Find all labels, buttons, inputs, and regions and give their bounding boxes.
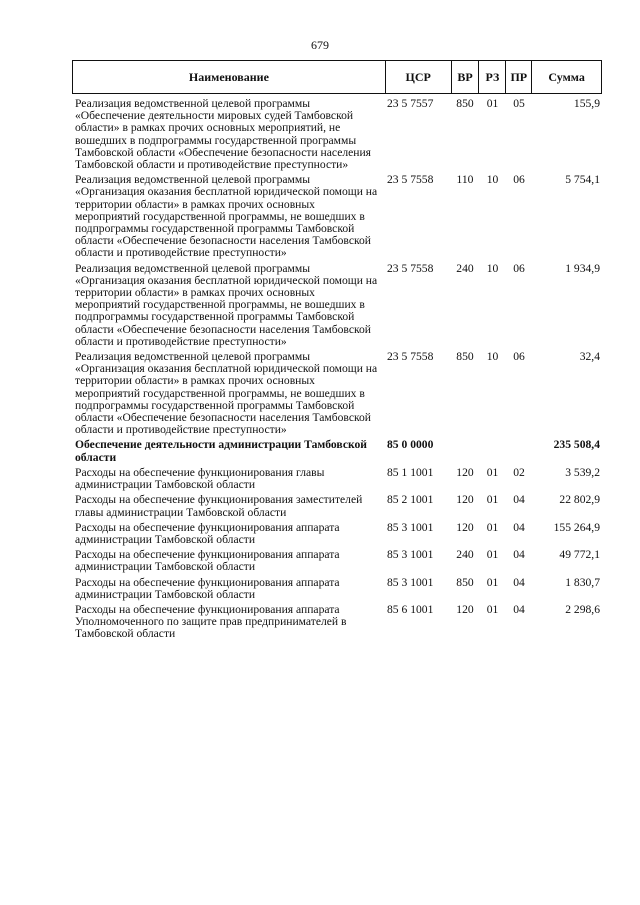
row-rz: 01 [486,575,499,589]
row-sum: 3 539,2 [565,465,600,479]
row-name: Расходы на обеспечение функционирования аппарата Уполномоченного по защите прав предпринимателей в Тамбовской области [75,602,347,641]
row-sum: 22 802,9 [559,493,600,507]
page-number: 679 [311,38,329,52]
row-rz: 01 [486,548,499,562]
row-name: Расходы на обеспечение функционирования аппарата администрации Тамбовской области [75,575,340,601]
table-row [72,494,602,518]
row-sum: 2 298,6 [565,602,600,616]
row-sum: 49 772,1 [559,548,600,562]
table-row [72,174,602,259]
row-csr: 23 5 7558 [387,173,434,187]
row-pr: 06 [513,261,525,275]
row-csr: 85 3 1001 [387,520,434,534]
row-rz: 10 [486,350,499,364]
row-rz: 01 [486,493,499,507]
row-rz: 01 [486,520,499,534]
row-pr: 02 [513,465,525,479]
header-csr: ЦСР [385,61,451,93]
row-pr: 04 [513,602,525,616]
row-sum: 1 934,9 [565,261,600,275]
row-csr: 23 5 7557 [387,97,434,110]
row-vr: 120 [456,465,474,479]
row-vr: 120 [456,520,474,534]
row-rz [479,439,506,463]
row-pr: 04 [513,520,525,534]
row-name: Обеспечение деятельности администрации Тамбовской области [75,438,367,464]
row-vr: 120 [456,493,474,507]
table-row [72,351,602,436]
row-pr [506,439,532,463]
row-sum: 235 508,4 [553,438,600,452]
row-vr: 240 [456,548,474,562]
row-vr: 850 [456,575,474,589]
row-vr [451,439,479,463]
row-csr: 85 6 1001 [387,602,434,616]
table-row [72,439,602,463]
row-sum: 1 830,7 [565,575,600,589]
row-rz: 10 [486,261,499,275]
row-pr: 04 [513,493,525,507]
row-rz: 01 [486,602,499,616]
row-rz: 10 [486,173,499,187]
row-vr: 110 [456,173,474,187]
row-vr: 240 [456,261,474,275]
table-header [72,60,602,94]
row-rz: 01 [486,97,499,110]
row-csr: 85 1 1001 [387,465,434,479]
row-name: Расходы на обеспечение функционирования заместителей главы администрации Тамбовской области [75,493,363,519]
row-name: Расходы на обеспечение функционирования аппарата администрации Тамбовской области [75,520,340,546]
row-sum: 5 754,1 [565,173,600,187]
row-csr: 85 2 1001 [387,493,434,507]
budget-table [72,60,602,644]
row-pr: 04 [513,548,525,562]
row-pr: 04 [513,575,525,589]
header-rz: РЗ [478,61,505,93]
row-csr: 23 5 7558 [387,350,434,364]
header-pr: ПР [505,61,531,93]
table-row [72,522,602,546]
table-row [72,604,602,641]
row-vr: 850 [456,97,474,110]
row-vr: 120 [456,602,474,616]
row-name: Расходы на обеспечение функционирования аппарата администрации Тамбовской области [75,548,340,574]
row-csr: 85 3 1001 [387,548,434,562]
row-csr: 85 3 1001 [387,575,434,589]
table-row [72,577,602,601]
row-csr: 23 5 7558 [387,261,434,275]
row-name: Реализация ведомственной целевой программы «Организация оказания бесплатной юридической помощи на территории области» в рамках прочих основных мероприятий государственной программы, не вошедших в подпрограммы государственной программы Тамбовской области «Обеспечение безопасности населения Тамбовской области и противодействие преступности» [75,350,378,437]
header-sum: Сумма [531,61,601,93]
row-vr: 850 [456,350,474,364]
row-name: Реализация ведомственной целевой программы «Обеспечение деятельности мировых судей Тамбовской области» в рамках прочих основных мероприятий, не вошедших в подпрограммы государственной программы Тамбовской области «Обеспечение безопасности населения Тамбовской области и противодействие преступности» [75,97,372,172]
row-name: Реализация ведомственной целевой программы «Организация оказания бесплатной юридической помощи на территории области» в рамках прочих основных мероприятий государственной программы, не вошедших в подпрограммы государственной программы Тамбовской области «Обеспечение безопасности населения Тамбовской области и противодействие преступности» [75,261,378,348]
row-pr: 05 [513,97,525,110]
row-sum: 155 264,9 [553,520,600,534]
row-sum: 155,9 [573,97,600,110]
table-row [72,467,602,491]
table-row [72,549,602,573]
row-rz: 01 [486,465,499,479]
header-vr: ВР [451,61,479,93]
row-name: Реализация ведомственной целевой программы «Организация оказания бесплатной юридической помощи на территории области» в рамках прочих основных мероприятий государственной программы, не вошедших в подпрограммы государственной программы Тамбовской области «Обеспечение безопасности населения Тамбовской области и противодействие преступности» [75,173,378,260]
row-sum: 32,4 [579,350,600,364]
table-row [72,98,602,171]
table-row [72,263,602,348]
row-csr: 85 0 0000 [387,438,434,452]
row-pr: 06 [513,350,525,364]
header-name: Наименование [188,69,269,84]
row-name: Расходы на обеспечение функционирования главы администрации Тамбовской области [75,465,325,492]
row-pr: 06 [513,173,525,187]
table-body [72,98,602,641]
